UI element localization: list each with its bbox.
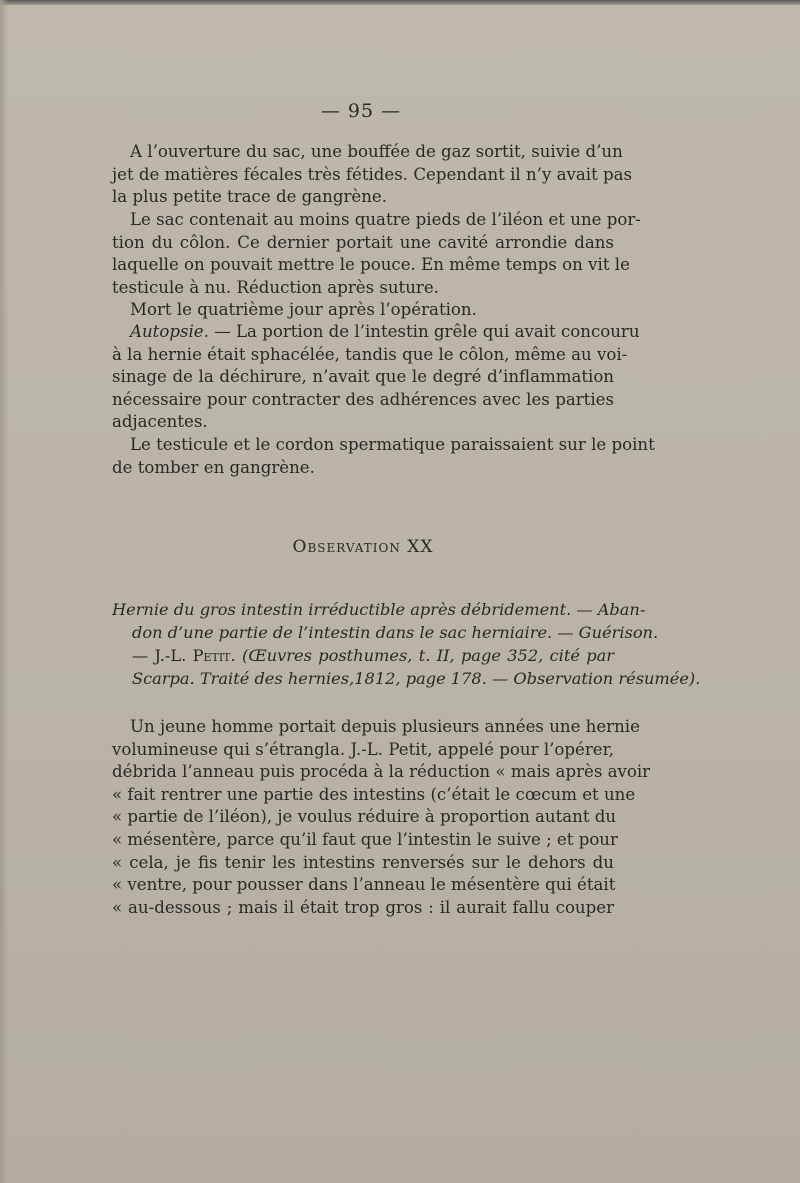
citation-line: don d’une partie de l’intestin dans le sac herniaire. — Guérison. — [132, 623, 659, 642]
citation-author: Petit — [192, 646, 231, 665]
text-line: adjacentes. — [112, 412, 208, 432]
text-line: « fait rentrer une partie des intestins (c’était le cœcum et une — [112, 784, 636, 804]
citation-source: . (Œuvres posthumes, t. II, page 352, cité par — [230, 646, 614, 665]
text-line: volumineuse qui s’étrangla. J.-L. Petit, appelé pour l’opérer, — [112, 739, 614, 759]
text-line: tion du côlon. Ce dernier portait une cavité arrondie dans — [112, 232, 614, 252]
citation-dash: — J.-L. — [132, 646, 193, 665]
text-line: sinage de la déchirure, n’avait que le degré d’inflammation — [112, 367, 614, 387]
text-line: à la hernie était sphacélée, tandis que le côlon, même au voi- — [112, 344, 628, 364]
paragraph-sac — [112, 209, 641, 299]
paragraph-autopsy — [112, 321, 640, 434]
observation-heading: Observation XX — [292, 537, 434, 557]
page-left-edge — [0, 0, 8, 1183]
text-line: jet de matières fécales très fétides. Cependant il n’y avait pas — [112, 164, 633, 184]
citation-line: Scarpa. Traité des hernies,1812, page 178. — Observation résumée). — [132, 669, 701, 688]
text-line: « au-dessous ; mais il était trop gros : il aurait fallu couper — [112, 897, 614, 917]
autopsy-label: Autopsie. — [130, 322, 209, 341]
paragraph-death — [112, 299, 614, 322]
text-line: la plus petite trace de gangrène. — [112, 187, 388, 207]
text-line: Un jeune homme portait depuis plusieurs années une hernie — [130, 717, 640, 736]
citation-line: Hernie du gros intestin irréductible après débridement. — Aban- — [112, 600, 646, 619]
text-line: « ventre, pour pousser dans l’anneau le mésentère qui était — [112, 875, 616, 895]
text-line: « cela, je fis tenir les intestins renversés sur le dehors du — [112, 852, 614, 872]
autopsy-text: — La portion de l’intestin grêle qui avait concouru — [208, 322, 640, 341]
text-line: débrida l’anneau puis procéda à la réduction « mais après avoir — [112, 762, 651, 782]
text-line: Le testicule et le cordon spermatique paraissaient sur le point — [130, 435, 655, 454]
observation-citation — [112, 598, 701, 690]
paragraph-opening — [112, 141, 633, 209]
page-number: — 95 — — [320, 100, 402, 122]
text-line: « partie de l’iléon), je voulus réduire à proportion autant du — [112, 807, 617, 827]
text-line: testicule à nu. Réduction après suture. — [112, 277, 439, 297]
text-line — [112, 321, 640, 344]
page-top-edge — [0, 0, 800, 5]
paragraph-testicle — [112, 434, 655, 479]
citation-line — [112, 644, 614, 667]
text-line: Mort le quatrième jour après l’opération. — [130, 300, 477, 319]
text-line: Le sac contenait au moins quatre pieds de l’iléon et une por- — [130, 210, 641, 229]
text-line: « mésentère, parce qu’il faut que l’intestin le suive ; et pour — [112, 829, 618, 849]
text-line: A l’ouverture du sac, une bouffée de gaz sortit, suivie d’un — [130, 142, 623, 161]
paragraph-case — [112, 716, 651, 919]
text-line: de tomber en gangrène. — [112, 457, 315, 477]
text-line: laquelle on pouvait mettre le pouce. En même temps on vit le — [112, 255, 630, 275]
text-line: nécessaire pour contracter des adhérences avec les parties — [112, 389, 614, 409]
